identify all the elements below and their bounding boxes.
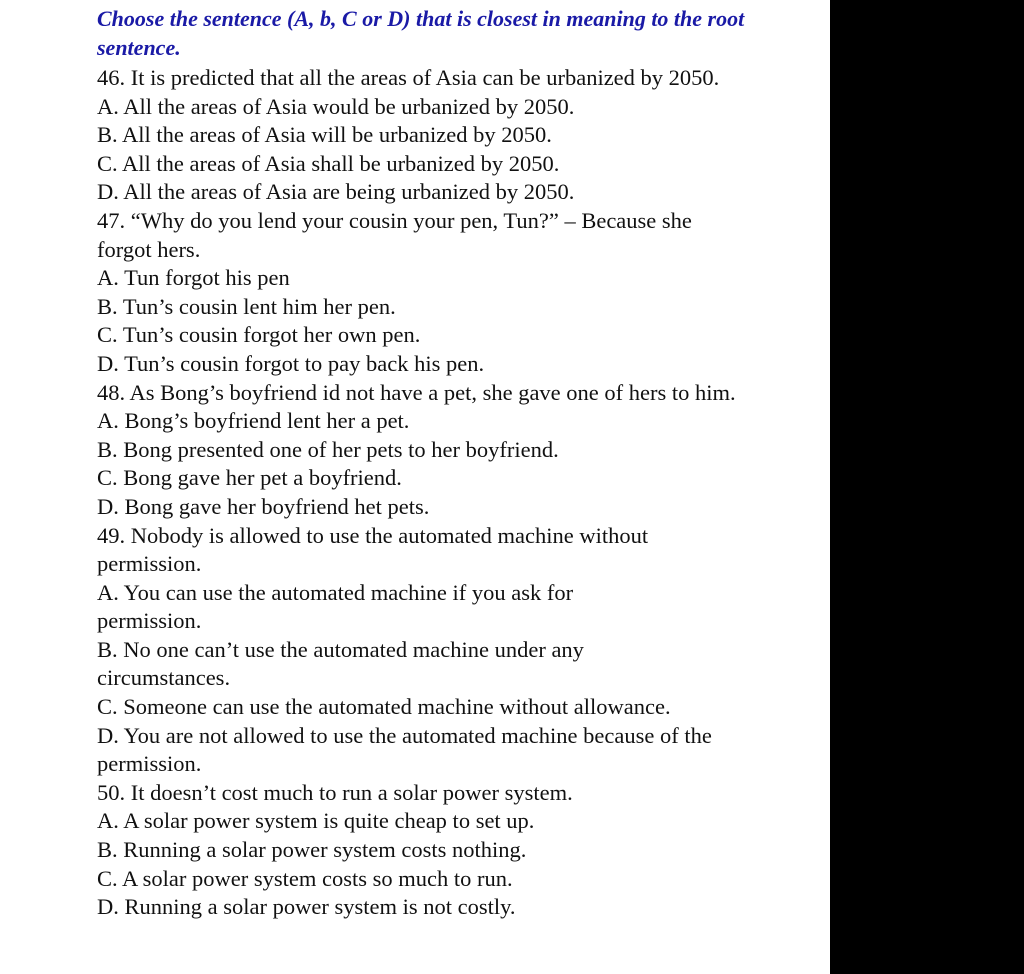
- option-b: B. Running a solar power system costs nothing.: [97, 837, 527, 863]
- option-d: D. All the areas of Asia are being urbanized by 2050.: [97, 179, 575, 205]
- instruction-heading: Choose the sentence (A, b, C or D) that is closest in meaning to the root sentence.: [97, 6, 745, 60]
- question-stem: 46. It is predicted that all the areas of Asia can be urbanized by 2050.: [97, 65, 720, 90]
- option-a: A. A solar power system is quite cheap to set up.: [97, 808, 535, 834]
- question-49: [97, 522, 822, 779]
- option-d: D. Running a solar power system is not costly.: [97, 894, 516, 920]
- question-stem: 47. “Why do you lend your cousin your pen, Tun?” – Because she forgot hers.: [97, 207, 692, 262]
- option-a: A. Bong’s boyfriend lent her a pet.: [97, 408, 410, 434]
- right-black-margin: [830, 0, 1024, 974]
- option-c: C. All the areas of Asia shall be urbanized by 2050.: [97, 150, 560, 176]
- question-stem: 49. Nobody is allowed to use the automated machine without permission.: [97, 522, 649, 577]
- option-b: B. Tun’s cousin lent him her pen.: [97, 293, 396, 319]
- option-d: D. Bong gave her boyfriend het pets.: [97, 493, 430, 519]
- option-c: C. Someone can use the automated machine without allowance.: [97, 694, 671, 720]
- option-b: B. All the areas of Asia will be urbanized by 2050.: [97, 122, 552, 148]
- option-a: A. All the areas of Asia would be urbanized by 2050.: [97, 93, 575, 119]
- question-48: [97, 379, 822, 522]
- option-c: C. Tun’s cousin forgot her own pen.: [97, 322, 421, 348]
- option-c: C. Bong gave her pet a boyfriend.: [97, 465, 402, 491]
- option-a: A. Tun forgot his pen: [97, 265, 290, 291]
- question-50: [97, 779, 822, 922]
- question-47: [97, 207, 822, 379]
- option-b: B. Bong presented one of her pets to her boyfriend.: [97, 436, 559, 462]
- option-c: C. A solar power system costs so much to run.: [97, 865, 513, 891]
- option-d: D. You are not allowed to use the automated machine because of the permission.: [97, 722, 712, 777]
- option-b: B. No one can’t use the automated machine under any circumstances.: [97, 636, 584, 691]
- option-a: A. You can use the automated machine if you ask for permission.: [97, 579, 574, 634]
- question-46: [97, 64, 822, 207]
- question-stem: 48. As Bong’s boyfriend id not have a pet, she gave one of hers to him.: [97, 379, 736, 405]
- question-stem: 50. It doesn’t cost much to run a solar power system.: [97, 779, 573, 805]
- option-d: D. Tun’s cousin forgot to pay back his pen.: [97, 350, 485, 376]
- worksheet-page: [97, 4, 822, 922]
